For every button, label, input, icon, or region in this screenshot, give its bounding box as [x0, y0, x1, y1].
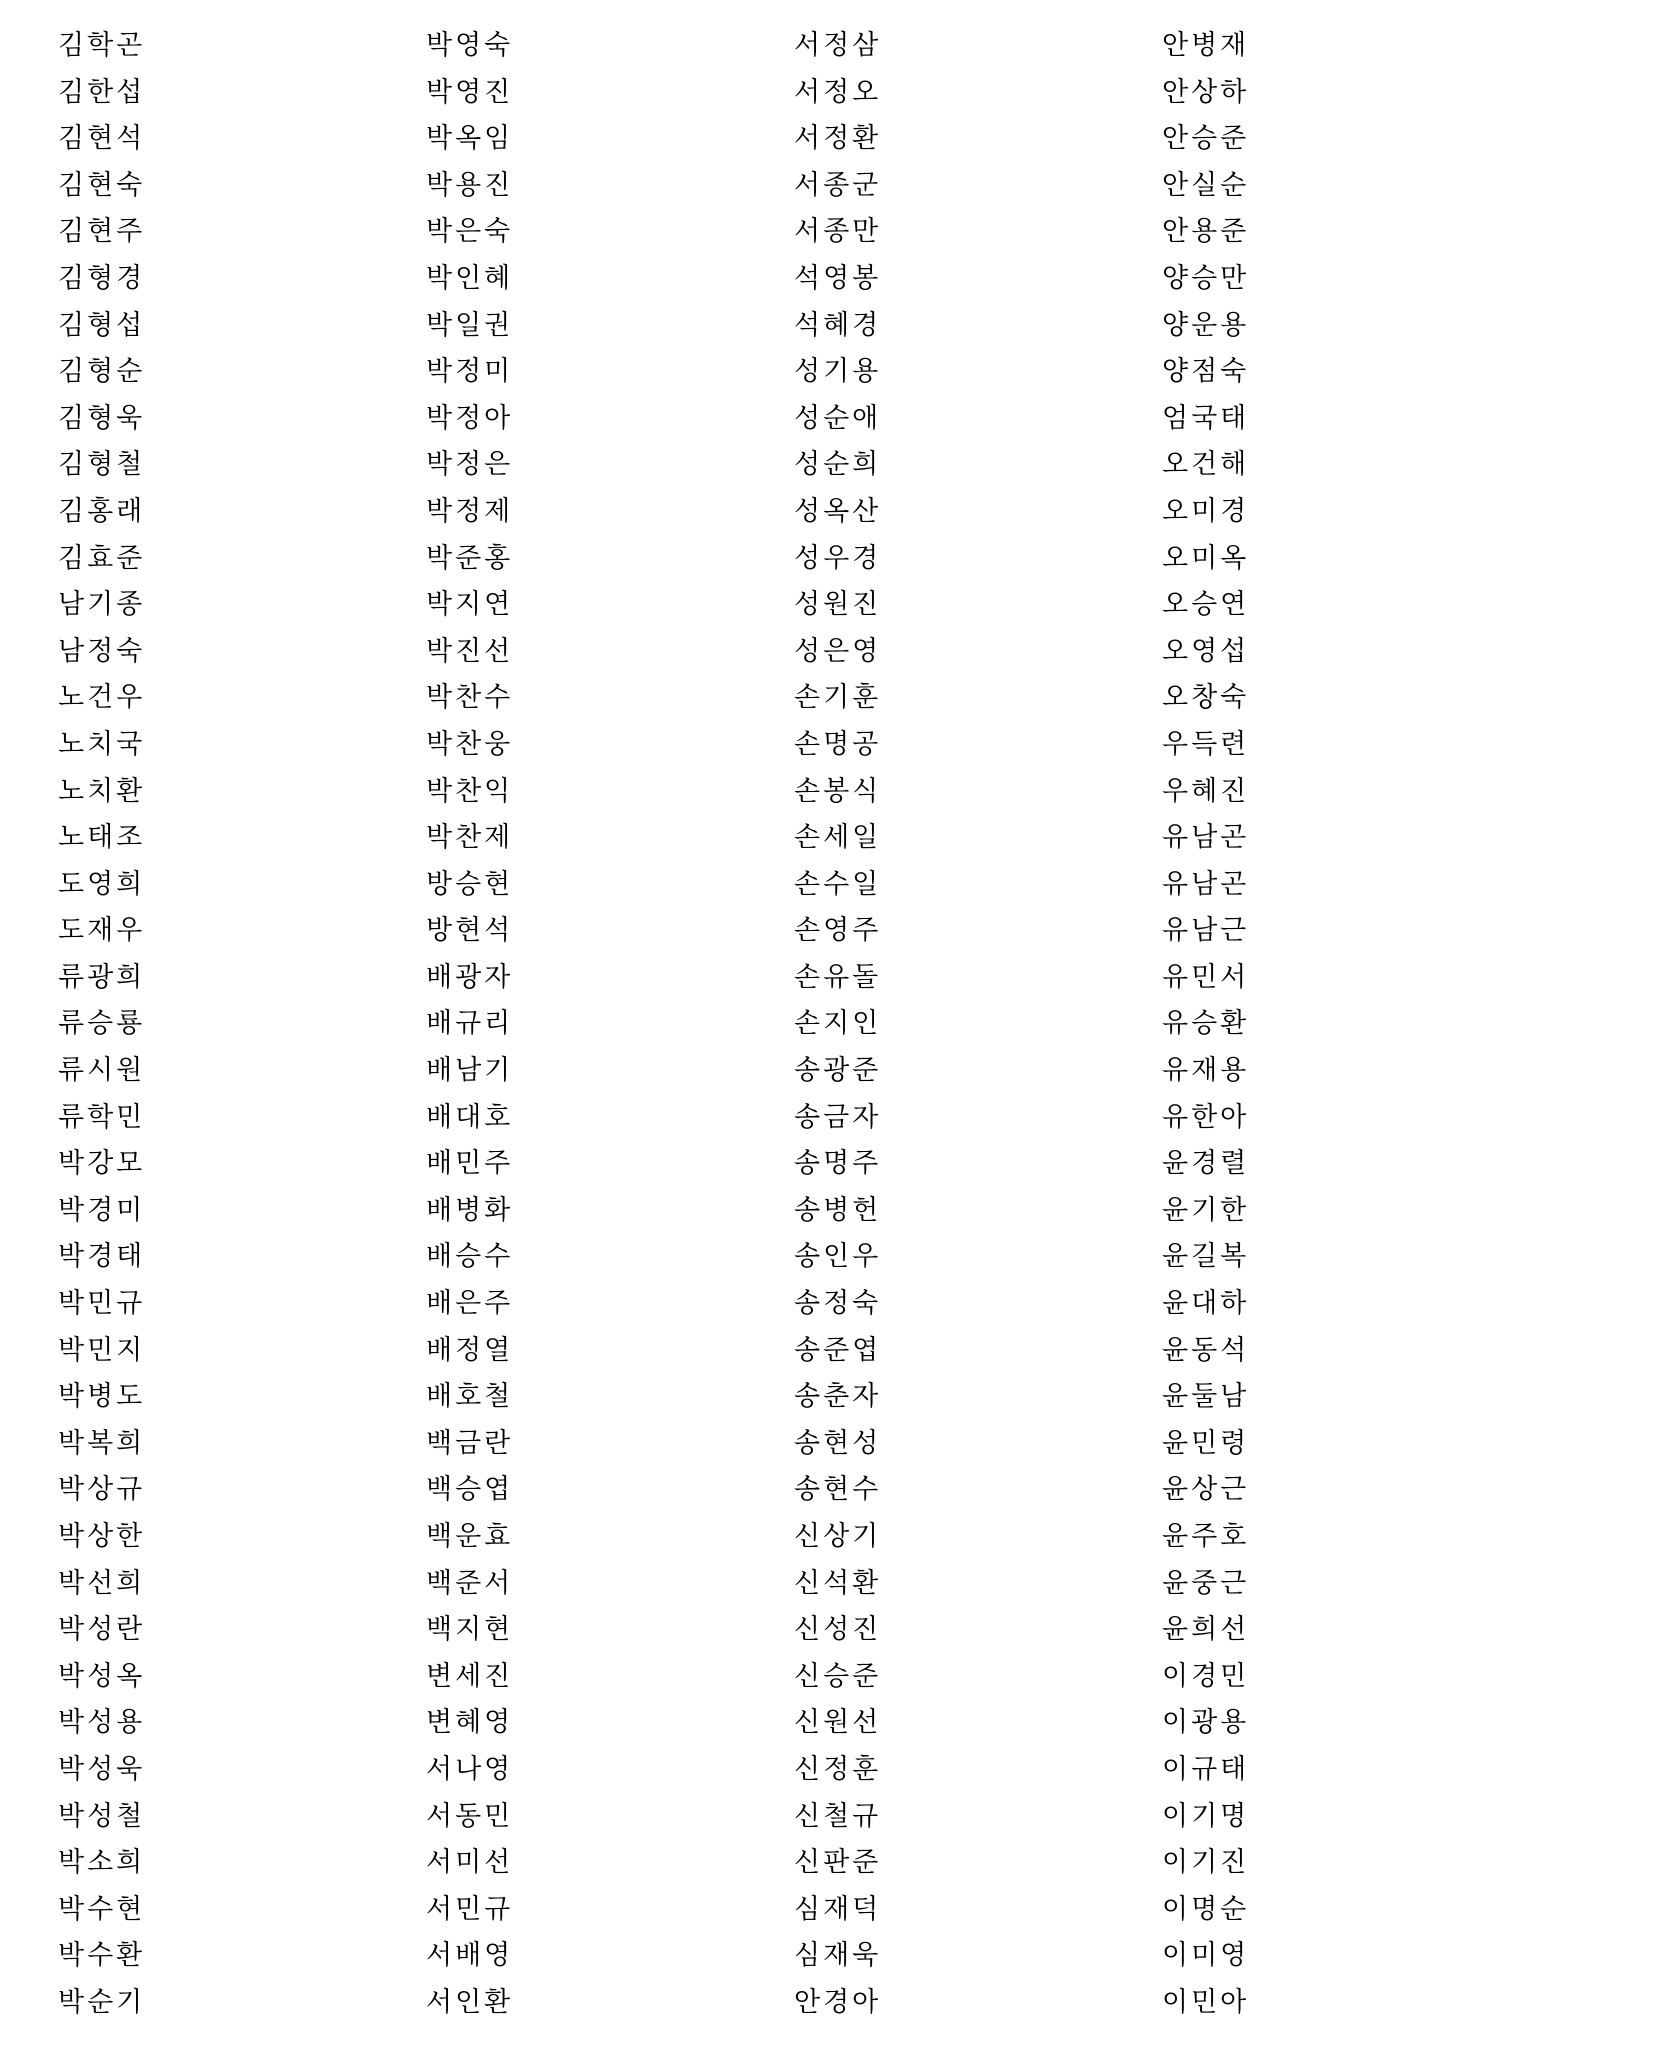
person-name: 유남곤 [1162, 822, 1250, 853]
person-name: 박일권 [426, 309, 514, 340]
person-name: 송병헌 [794, 1194, 882, 1225]
person-name: 이규태 [1162, 1753, 1250, 1784]
person-name: 안경아 [794, 1986, 882, 2017]
person-name: 박복희 [58, 1427, 146, 1458]
person-name: 송춘자 [794, 1381, 882, 1412]
person-name: 서민규 [426, 1893, 514, 1924]
person-name: 배민주 [426, 1148, 514, 1179]
person-name: 손유돌 [794, 961, 882, 992]
person-name: 김효준 [58, 542, 146, 573]
person-name: 박영진 [426, 76, 514, 107]
person-name: 박은숙 [426, 216, 514, 247]
person-name: 박병도 [58, 1381, 146, 1412]
person-name: 손수일 [794, 868, 882, 899]
person-name: 김현주 [58, 216, 146, 247]
person-name: 양점숙 [1162, 356, 1250, 387]
person-name: 노치환 [58, 775, 146, 806]
person-name: 배규리 [426, 1008, 514, 1039]
name-column-3 [794, 22, 1162, 2026]
person-name: 박경미 [58, 1194, 146, 1225]
person-name: 송정숙 [794, 1288, 882, 1319]
person-name: 류시원 [58, 1055, 146, 1086]
person-name: 배승수 [426, 1241, 514, 1272]
person-name: 김홍래 [58, 495, 146, 526]
person-name: 윤경렬 [1162, 1148, 1250, 1179]
person-name: 박영숙 [426, 30, 514, 60]
person-name: 서미선 [426, 1847, 514, 1878]
person-name: 이민아 [1162, 1986, 1250, 2017]
person-name: 배남기 [426, 1055, 514, 1086]
person-name: 윤대하 [1162, 1288, 1250, 1319]
person-name: 성우경 [794, 542, 882, 573]
person-name: 박인혜 [426, 262, 514, 293]
person-name: 박성욱 [58, 1753, 146, 1784]
person-name: 송현수 [794, 1474, 882, 1505]
person-name: 남기종 [58, 589, 146, 620]
person-name: 윤기한 [1162, 1194, 1250, 1225]
person-name: 유재용 [1162, 1055, 1250, 1086]
person-name: 백승엽 [426, 1474, 514, 1505]
person-name: 신판준 [794, 1847, 882, 1878]
person-name: 류학민 [58, 1101, 146, 1132]
person-name: 방승현 [426, 868, 514, 899]
person-name: 박준홍 [426, 542, 514, 573]
person-name: 박소희 [58, 1847, 146, 1878]
person-name: 손기훈 [794, 682, 882, 713]
person-name: 김현석 [58, 123, 146, 154]
person-name: 신석환 [794, 1567, 882, 1598]
person-name: 석영봉 [794, 262, 882, 293]
person-name: 서동민 [426, 1800, 514, 1831]
person-name: 성기용 [794, 356, 882, 387]
person-name: 박성란 [58, 1614, 146, 1645]
person-name: 윤민령 [1162, 1427, 1250, 1458]
person-name: 유한아 [1162, 1101, 1250, 1132]
person-name: 오승연 [1162, 589, 1250, 620]
person-name: 배호철 [426, 1381, 514, 1412]
person-name: 이기진 [1162, 1847, 1250, 1878]
person-name: 김현숙 [58, 169, 146, 200]
person-name: 윤주호 [1162, 1521, 1250, 1551]
person-name: 성옥산 [794, 495, 882, 526]
person-name: 박정제 [426, 495, 514, 526]
person-name: 배은주 [426, 1288, 514, 1319]
person-name: 신상기 [794, 1521, 882, 1551]
person-name: 남정숙 [58, 635, 146, 666]
person-name: 배병화 [426, 1194, 514, 1225]
person-name: 송금자 [794, 1101, 882, 1132]
person-name: 박찬익 [426, 775, 514, 806]
person-name: 박강모 [58, 1148, 146, 1179]
person-name: 서나영 [426, 1753, 514, 1784]
person-name: 박옥임 [426, 123, 514, 154]
person-name: 서정오 [794, 76, 882, 107]
person-name: 류승룡 [58, 1008, 146, 1039]
person-name: 김형욱 [58, 402, 146, 433]
person-name: 유남근 [1162, 915, 1250, 946]
person-name: 박경태 [58, 1241, 146, 1272]
person-name: 박상규 [58, 1474, 146, 1505]
person-name: 김형섭 [58, 309, 146, 340]
person-name: 윤중근 [1162, 1567, 1250, 1598]
person-name: 김한섭 [58, 76, 146, 107]
person-name: 손봉식 [794, 775, 882, 806]
person-name: 서인환 [426, 1986, 514, 2017]
person-name: 신성진 [794, 1614, 882, 1645]
person-name: 김형순 [58, 356, 146, 387]
person-name: 박찬제 [426, 822, 514, 853]
person-name: 손영주 [794, 915, 882, 946]
person-name: 박정아 [426, 402, 514, 433]
person-name: 서종만 [794, 216, 882, 247]
person-name: 변혜영 [426, 1707, 514, 1738]
person-name: 유민서 [1162, 961, 1250, 992]
person-name: 방현석 [426, 915, 514, 946]
person-name: 손명공 [794, 728, 882, 759]
person-name: 윤동석 [1162, 1334, 1250, 1365]
person-name: 서정삼 [794, 30, 882, 60]
person-name: 양운용 [1162, 309, 1250, 340]
person-name: 손세일 [794, 822, 882, 853]
person-name: 윤희선 [1162, 1614, 1250, 1645]
person-name: 노치국 [58, 728, 146, 759]
person-name: 박용진 [426, 169, 514, 200]
person-name: 안용준 [1162, 216, 1250, 247]
person-name: 박정미 [426, 356, 514, 387]
person-name: 서정환 [794, 123, 882, 154]
person-name: 신철규 [794, 1800, 882, 1831]
person-name: 오건해 [1162, 449, 1250, 480]
person-name: 박찬수 [426, 682, 514, 713]
person-name: 이미영 [1162, 1940, 1250, 1971]
person-name: 박상한 [58, 1521, 146, 1551]
person-name: 안병재 [1162, 30, 1250, 60]
person-name: 오영섭 [1162, 635, 1250, 666]
person-name: 김형철 [58, 449, 146, 480]
person-name: 박진선 [426, 635, 514, 666]
person-name: 김학곤 [58, 30, 146, 60]
person-name: 도재우 [58, 915, 146, 946]
person-name: 박순기 [58, 1986, 146, 2017]
person-name: 송광준 [794, 1055, 882, 1086]
person-name: 오미경 [1162, 495, 1250, 526]
person-name: 류광희 [58, 961, 146, 992]
name-column-1 [58, 22, 426, 2026]
person-name: 윤길복 [1162, 1241, 1250, 1272]
person-name: 이기명 [1162, 1800, 1250, 1831]
person-name: 신정훈 [794, 1753, 882, 1784]
person-name: 윤상근 [1162, 1474, 1250, 1505]
person-name: 노건우 [58, 682, 146, 713]
person-name: 안상하 [1162, 76, 1250, 107]
person-name: 심재욱 [794, 1940, 882, 1971]
person-name: 안승준 [1162, 123, 1250, 154]
person-name: 백준서 [426, 1567, 514, 1598]
person-name: 박찬웅 [426, 728, 514, 759]
person-name: 백운효 [426, 1521, 514, 1551]
person-name: 이경민 [1162, 1660, 1250, 1691]
person-name: 신승준 [794, 1660, 882, 1691]
person-name: 이명순 [1162, 1893, 1250, 1924]
person-name: 성원진 [794, 589, 882, 620]
person-name: 박수환 [58, 1940, 146, 1971]
person-name: 양승만 [1162, 262, 1250, 293]
person-name: 박수현 [58, 1893, 146, 1924]
person-name: 성순희 [794, 449, 882, 480]
person-name: 백금란 [426, 1427, 514, 1458]
person-name: 손지인 [794, 1008, 882, 1039]
person-name: 성순애 [794, 402, 882, 433]
person-name: 안실순 [1162, 169, 1250, 200]
person-name: 노태조 [58, 822, 146, 853]
person-name: 심재덕 [794, 1893, 882, 1924]
person-name: 우득련 [1162, 728, 1250, 759]
person-name: 송인우 [794, 1241, 882, 1272]
person-name: 박성철 [58, 1800, 146, 1831]
name-column-2 [426, 22, 794, 2026]
person-name: 배대호 [426, 1101, 514, 1132]
person-name: 이광용 [1162, 1707, 1250, 1738]
person-name: 박지연 [426, 589, 514, 620]
person-name: 오미옥 [1162, 542, 1250, 573]
person-name: 변세진 [426, 1660, 514, 1691]
person-name: 박민지 [58, 1334, 146, 1365]
person-name: 석혜경 [794, 309, 882, 340]
person-name: 백지현 [426, 1614, 514, 1645]
person-name: 박성옥 [58, 1660, 146, 1691]
person-name: 오창숙 [1162, 682, 1250, 713]
person-name: 유남곤 [1162, 868, 1250, 899]
person-name: 송명주 [794, 1148, 882, 1179]
person-name: 성은영 [794, 635, 882, 666]
person-name: 신원선 [794, 1707, 882, 1738]
person-name: 서종군 [794, 169, 882, 200]
person-name: 송현성 [794, 1427, 882, 1458]
person-name: 엄국태 [1162, 402, 1250, 433]
person-name: 박성용 [58, 1707, 146, 1738]
person-name: 송준엽 [794, 1334, 882, 1365]
person-name: 박민규 [58, 1288, 146, 1319]
person-name: 윤둘남 [1162, 1381, 1250, 1412]
person-name: 배광자 [426, 961, 514, 992]
person-name: 박정은 [426, 449, 514, 480]
name-column-4 [1162, 22, 1530, 2026]
person-name: 서배영 [426, 1940, 514, 1971]
person-name: 박선희 [58, 1567, 146, 1598]
person-name: 우혜진 [1162, 775, 1250, 806]
person-name: 도영희 [58, 868, 146, 899]
person-name: 배정열 [426, 1334, 514, 1365]
person-name: 유승환 [1162, 1008, 1250, 1039]
person-name: 김형경 [58, 262, 146, 293]
